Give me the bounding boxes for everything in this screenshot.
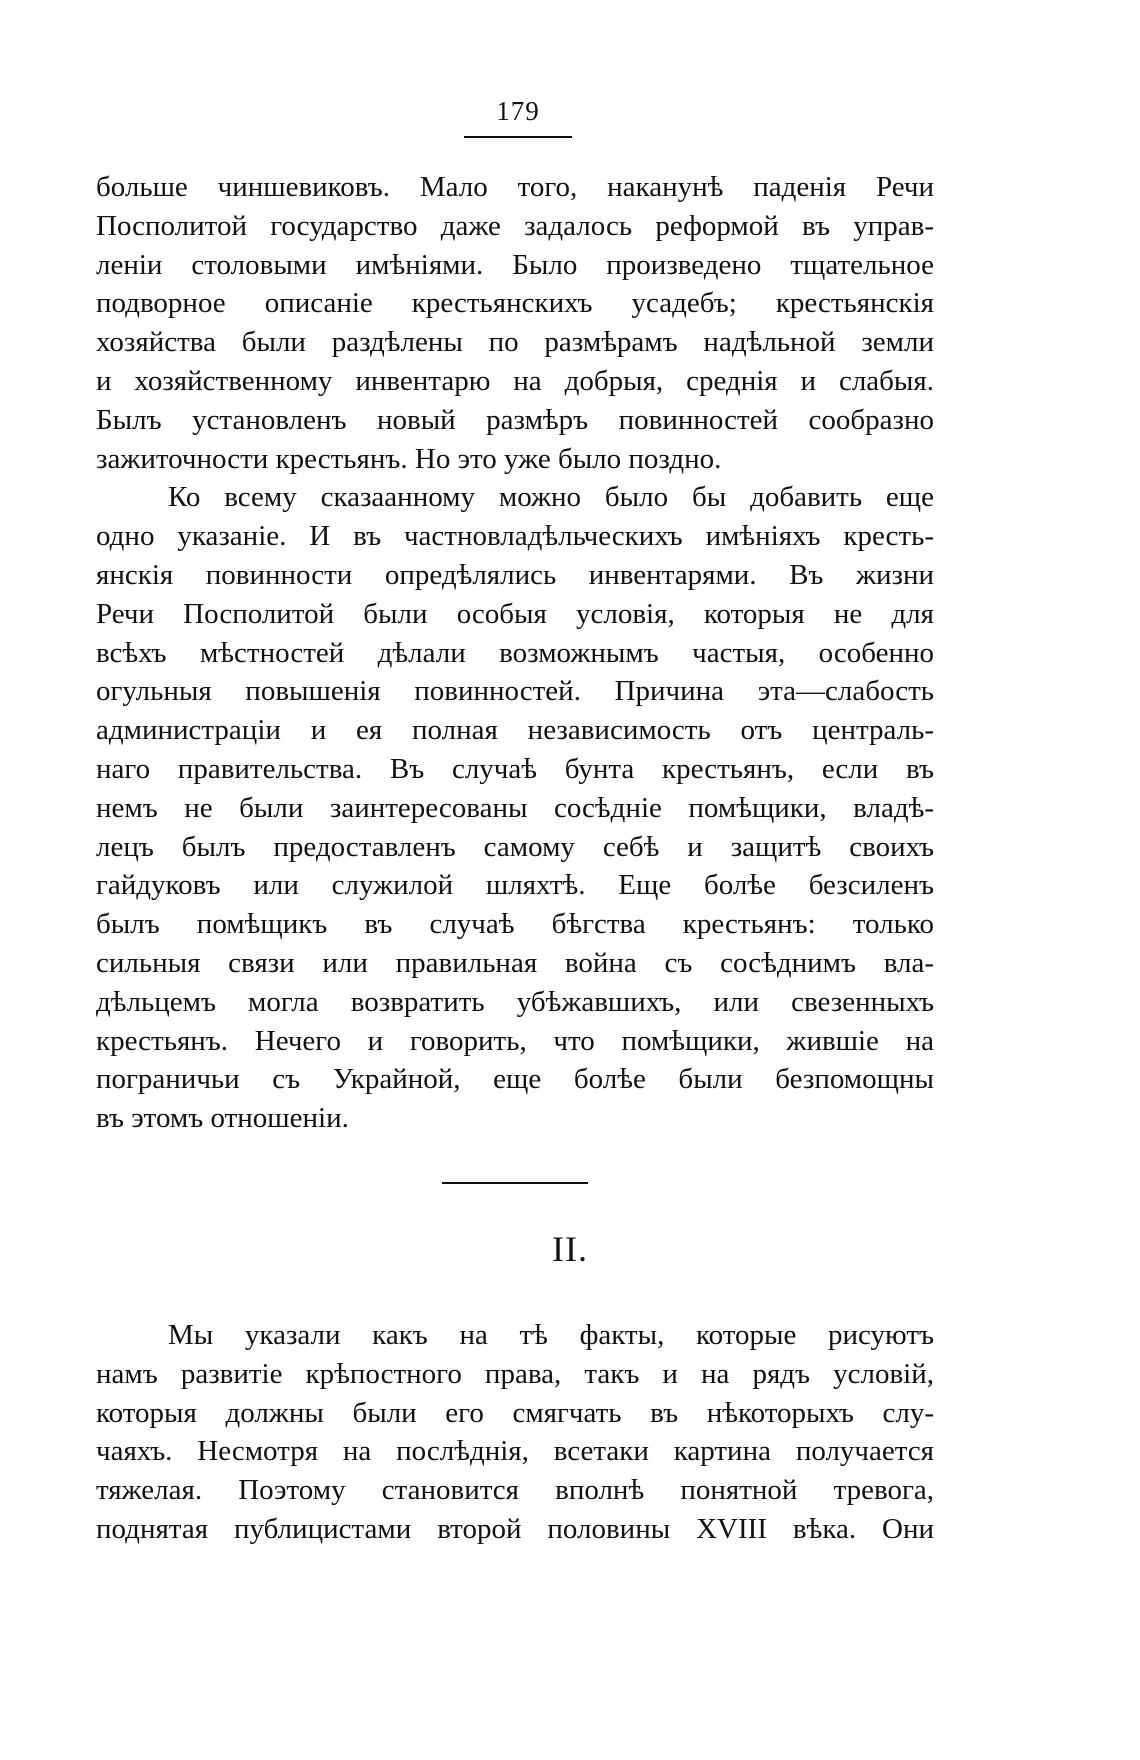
page-number-underline xyxy=(464,136,572,138)
text-line: Ко всему сказаанному можно было бы добавить еще xyxy=(168,481,934,514)
text-line: немъ не были заинтересованы сосѣдніе помѣщики, владѣ- xyxy=(96,791,934,824)
text-block-top xyxy=(96,168,934,1138)
text-line: которыя должны были его смягчать въ нѣкоторыхъ слу- xyxy=(96,1396,934,1429)
text-line: наго правительства. Въ случаѣ бунта крестьянъ, если въ xyxy=(96,752,934,785)
text-line: въ этомъ отношеніи. xyxy=(96,1102,349,1135)
text-line: и хозяйственному инвентарю на добрыя, среднія и слабыя. xyxy=(96,364,934,397)
page-number: 179 xyxy=(496,96,540,126)
text-line: Былъ установленъ новый размѣръ повинностей сообразно xyxy=(96,403,934,436)
text-line: дѣльцемъ могла возвратить убѣжавшихъ, или свезенныхъ xyxy=(96,985,934,1018)
text-line: пограничьи съ Украйной, еще болѣе были безпомощны xyxy=(96,1063,934,1096)
text-line: подворное описаніе крестьянскихъ усадебъ; крестьянскія xyxy=(96,287,934,320)
text-line: администраціи и ея полная независимость отъ централь- xyxy=(96,714,934,747)
text-block-bottom xyxy=(96,1316,934,1549)
paragraph-1 xyxy=(96,168,934,478)
text-line: Посполитой государство даже задалось реформой въ управ- xyxy=(96,209,934,242)
text-line: больше чиншевиковъ. Мало того, наканунѣ паденія Речи xyxy=(96,171,934,203)
text-line: Мы указали какъ на тѣ факты, которые рисуютъ xyxy=(168,1319,934,1351)
text-line: сильныя связи или правильная война съ сосѣднимъ вла- xyxy=(96,946,934,979)
text-line: огульныя повышенія повинностей. Причина эта—слабость xyxy=(96,675,934,708)
text-line: намъ развитіе крѣпостного права, такъ и на рядъ условій, xyxy=(96,1357,934,1390)
text-line: лецъ былъ предоставленъ самому себѣ и защитѣ своихъ xyxy=(96,830,934,863)
text-line: тяжелая. Поэтому становится вполнѣ понятной тревога, xyxy=(96,1474,934,1507)
text-line: леніи столовыми имѣніями. Было произведено тщательное xyxy=(96,248,934,281)
text-line: одно указаніе. И въ частновладѣльческихъ имѣніяхъ кресть- xyxy=(96,520,934,553)
text-line: всѣхъ мѣстностей дѣлали возможнымъ частыя, особенно xyxy=(96,636,934,669)
text-line: Речи Посполитой были особыя условія, которыя не для xyxy=(96,597,934,630)
text-line: чаяхъ. Несмотря на послѣднія, всетаки картина получается xyxy=(96,1435,934,1468)
text-line: крестьянъ. Нечего и говорить, что помѣщики, жившіе на xyxy=(96,1024,934,1057)
text-line: гайдуковъ или служилой шляхтѣ. Еще болѣе безсиленъ xyxy=(96,869,934,902)
text-line: поднятая публицистами второй половины XVIII вѣка. Они xyxy=(96,1512,934,1545)
text-line: зажиточности крестьянъ. Но это уже было поздно. xyxy=(96,442,722,475)
text-line: янскія повинности опредѣлялись инвентарями. Въ жизни xyxy=(96,558,934,591)
paragraph-2 xyxy=(96,478,934,1138)
section-divider xyxy=(442,1182,588,1184)
section-heading: II. xyxy=(552,1229,588,1269)
text-line: былъ помѣщикъ въ случаѣ бѣгства крестьянъ: только xyxy=(96,908,934,941)
text-line: хозяйства были раздѣлены по размѣрамъ надѣльной земли xyxy=(96,326,934,359)
paragraph-3 xyxy=(96,1316,934,1549)
